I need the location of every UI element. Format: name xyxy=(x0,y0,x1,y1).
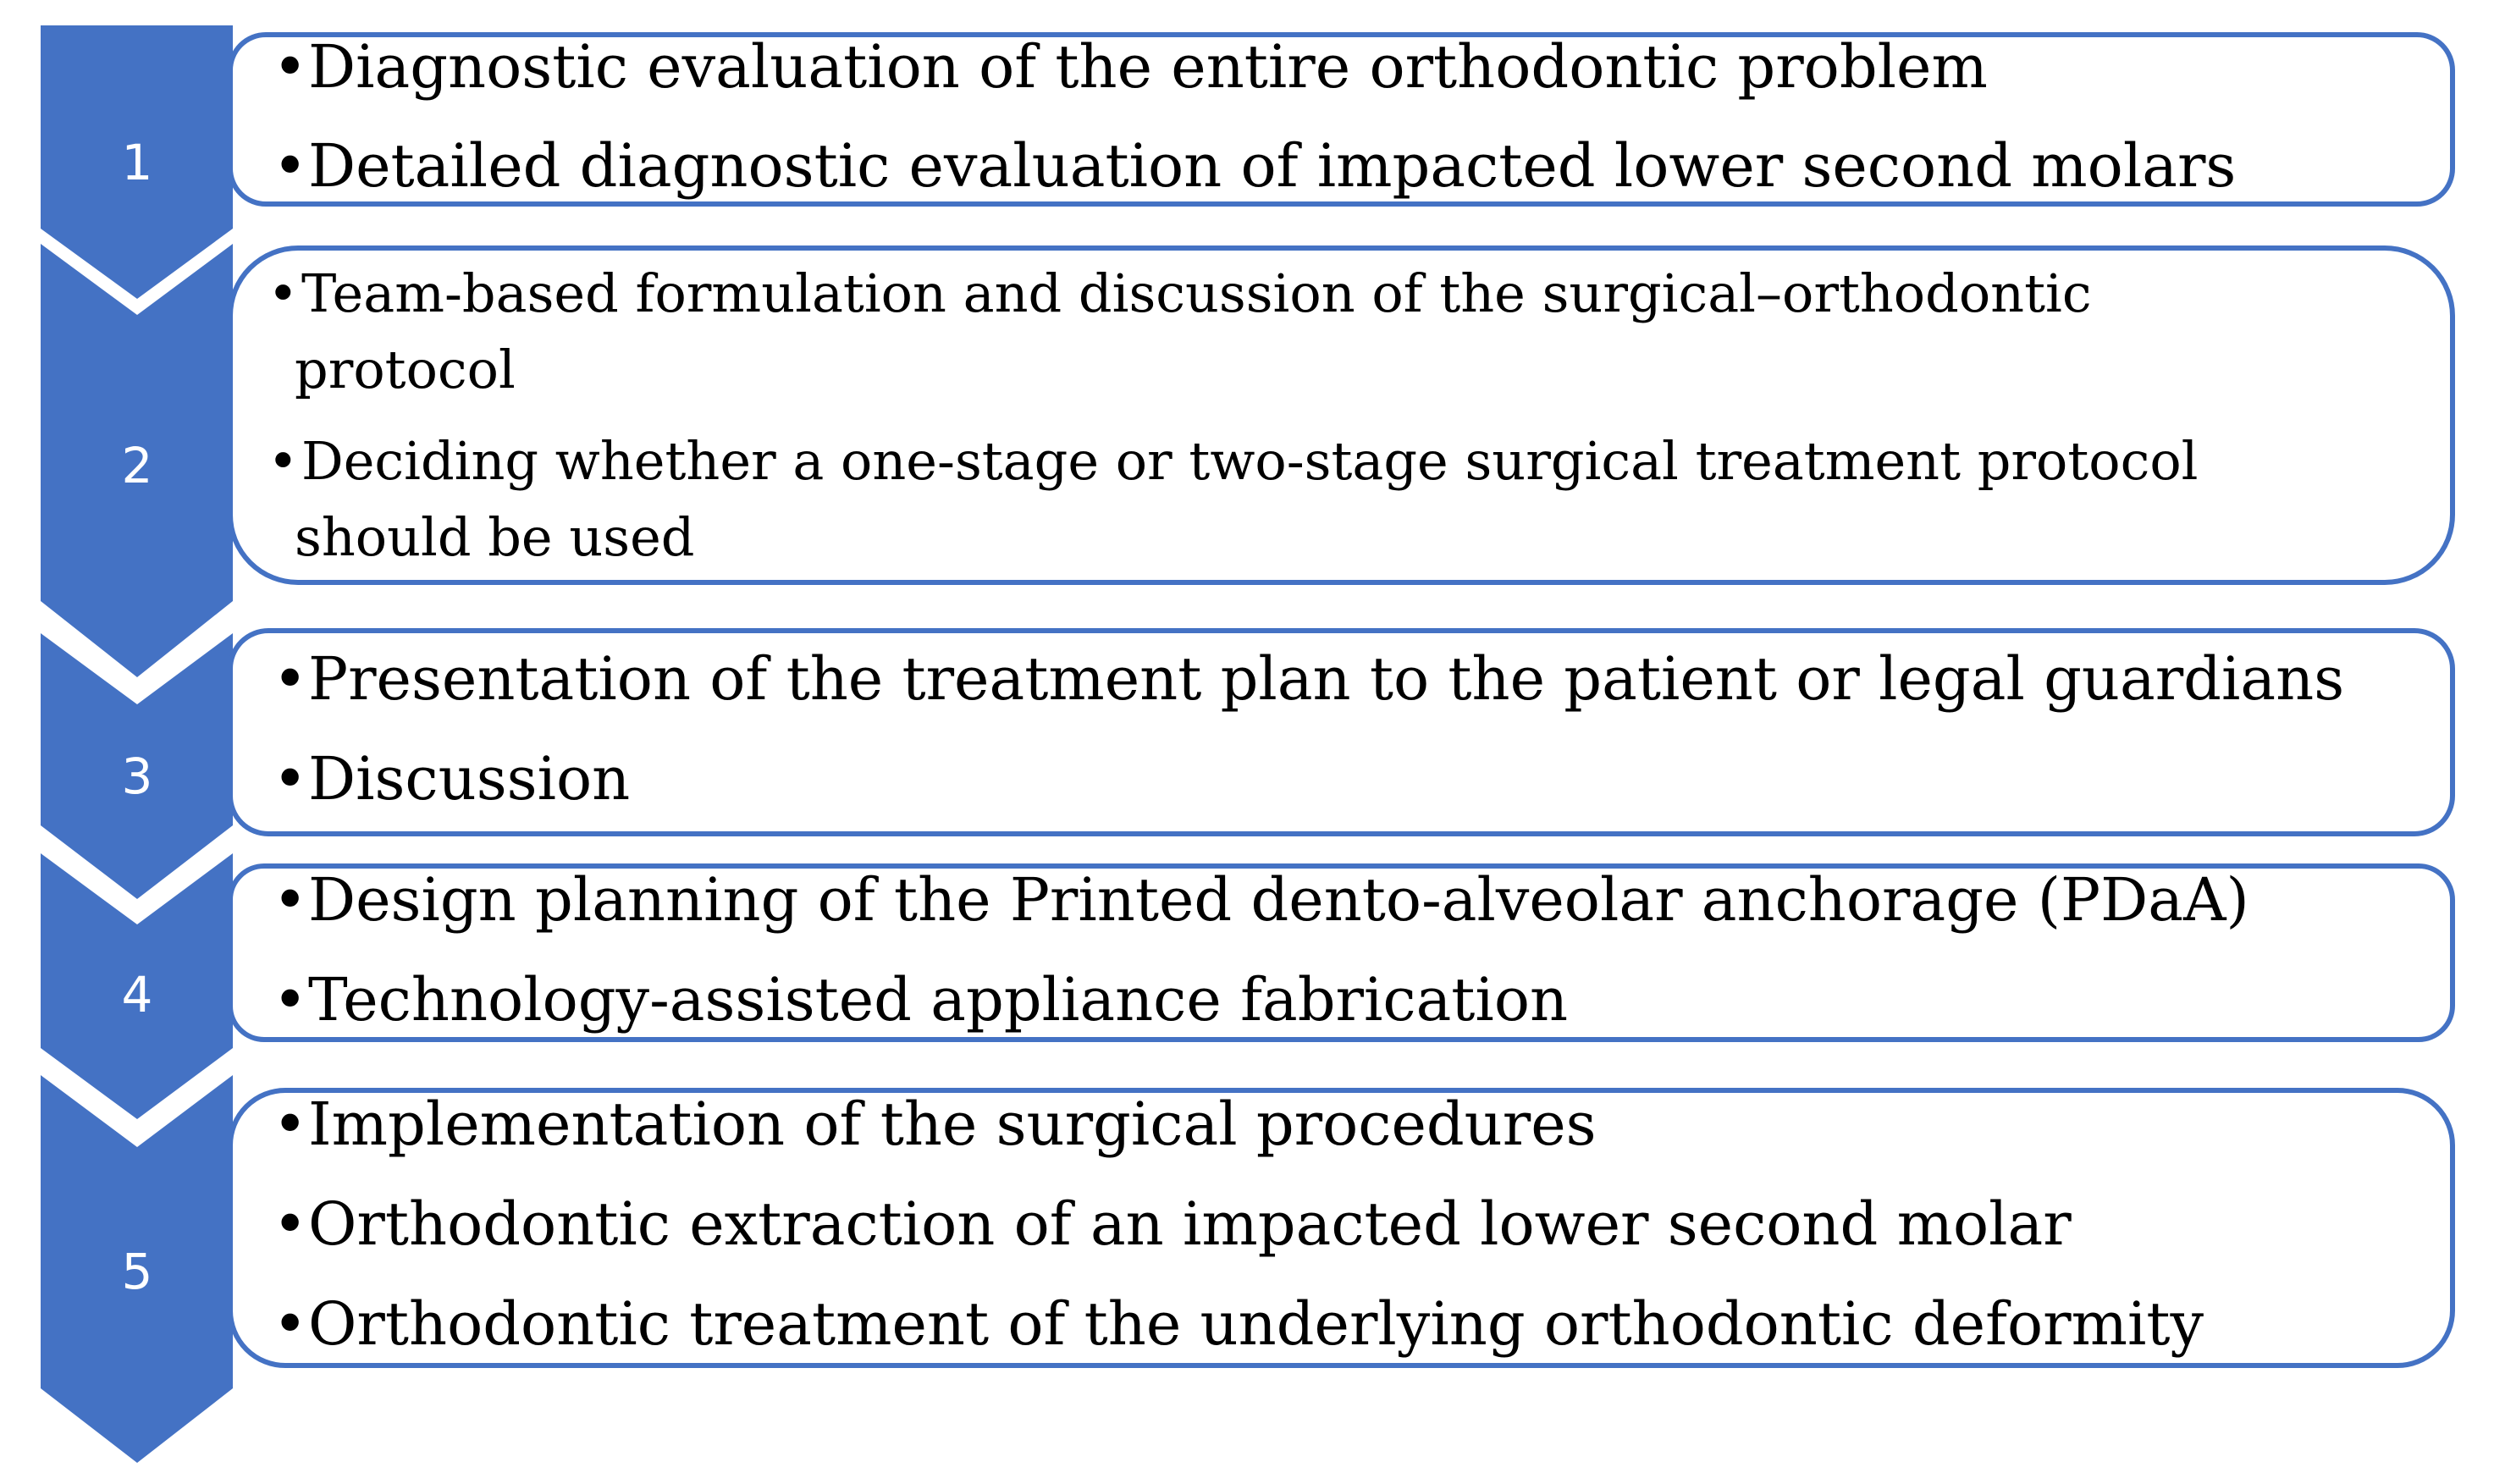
step-4-bullet-1 xyxy=(273,865,2249,935)
bullet-line: Technology-assisted appliance fabrication xyxy=(308,965,1569,1034)
step-5-bullet-2 xyxy=(273,1189,2072,1259)
bullet-line: Presentation of the treatment plan to the patient or legal guardians xyxy=(308,644,2345,714)
step-5 xyxy=(41,1075,2453,1463)
step-1-bullet-2 xyxy=(273,131,2236,201)
bullet-marker: • xyxy=(273,1289,308,1359)
bullet-line: Implementation of the surgical procedures xyxy=(308,1090,1597,1159)
bullet-marker: • xyxy=(268,430,299,492)
bullet-marker: • xyxy=(273,32,308,102)
bullet-marker: • xyxy=(268,262,299,324)
bullet-line: Team-based formulation and discussion of the surgical–orthodontic xyxy=(301,262,2092,324)
bullet-line: Orthodontic extraction of an impacted lower second molar xyxy=(308,1189,2072,1259)
step-3-number: 3 xyxy=(121,748,153,805)
step-3 xyxy=(41,631,2453,899)
step-3-bullet-2 xyxy=(273,744,630,814)
step-5-bullet-3 xyxy=(273,1289,2204,1359)
bullet-line: Deciding whether a one-stage or two-stage surgical treatment protocol xyxy=(301,430,2199,492)
bullet-marker: • xyxy=(273,644,308,714)
bullet-marker: • xyxy=(273,1090,308,1159)
bullet-line: Diagnostic evaluation of the entire orthodontic problem xyxy=(308,32,1988,102)
step-3-bullet-1 xyxy=(273,644,2344,714)
bullet-line: Detailed diagnostic evaluation of impacted lower second molars xyxy=(308,131,2237,201)
step-1-bullet-1 xyxy=(273,32,1988,102)
step-5-number: 5 xyxy=(121,1243,153,1300)
bullet-line: protocol xyxy=(295,339,516,400)
bullet-line: Discussion xyxy=(308,744,631,814)
step-4-number: 4 xyxy=(121,966,153,1023)
bullet-marker: • xyxy=(273,744,308,814)
bullet-marker: • xyxy=(273,865,308,935)
step-4-bullet-2 xyxy=(273,965,1568,1034)
bullet-line: Orthodontic treatment of the underlying orthodontic deformity xyxy=(308,1289,2204,1359)
step-4 xyxy=(41,853,2453,1119)
step-5-bullet-1 xyxy=(273,1090,1597,1159)
bullet-line: Design planning of the Printed dento-alveolar anchorage (PDaA) xyxy=(308,865,2249,935)
bullet-marker: • xyxy=(273,965,308,1034)
step-1-number: 1 xyxy=(121,134,153,191)
step-2 xyxy=(41,244,2453,677)
bullet-marker: • xyxy=(273,1189,308,1259)
step-2-number: 2 xyxy=(121,437,153,494)
bullet-line: should be used xyxy=(295,506,695,568)
bullet-marker: • xyxy=(273,131,308,201)
